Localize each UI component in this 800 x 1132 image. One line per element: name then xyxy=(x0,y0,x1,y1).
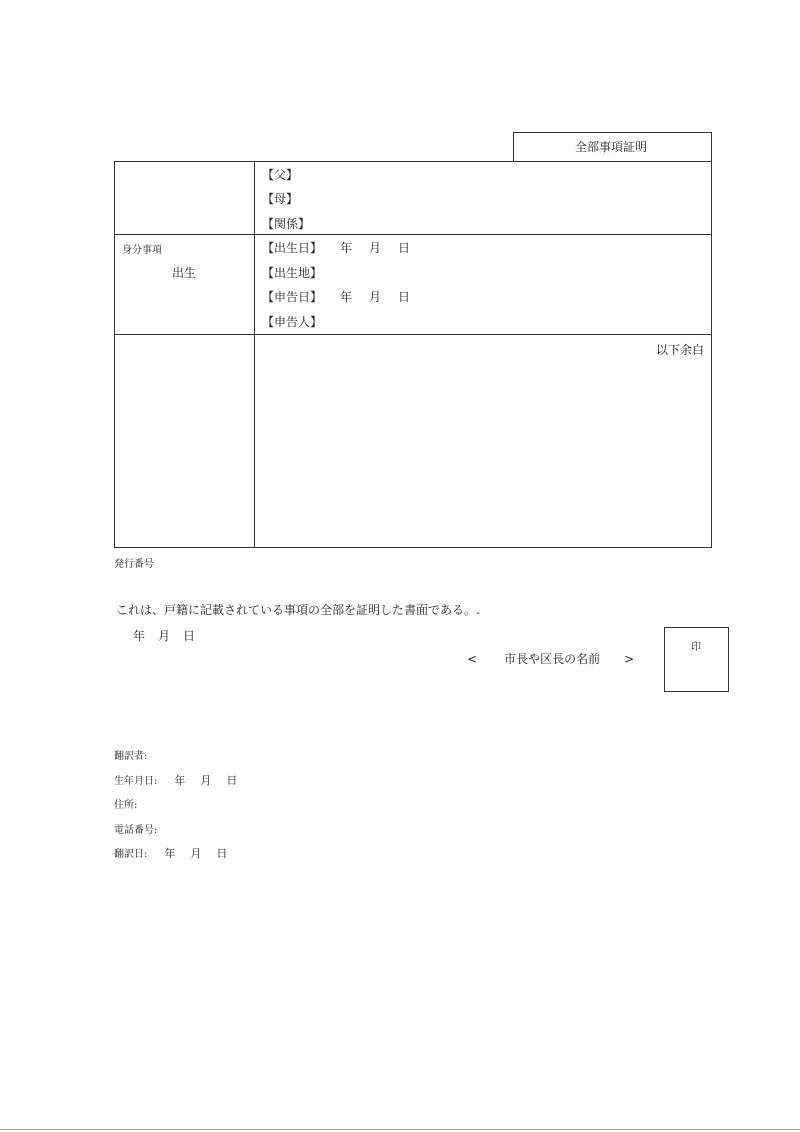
translator-birth-day: 日 xyxy=(226,774,238,787)
reporter-label: 【申告人】 xyxy=(262,315,323,329)
certificate-label: 全部事項証明 xyxy=(575,140,648,154)
birth-place-label: 【出生地】 xyxy=(262,266,323,280)
certification-date xyxy=(133,627,195,644)
translator-label: 翻訳者: xyxy=(114,751,148,762)
translation-date-year: 年 xyxy=(164,847,176,860)
register-table xyxy=(114,161,712,548)
mother-label: 【母】 xyxy=(262,192,299,206)
translation-date-day: 日 xyxy=(216,847,228,860)
translator-address-label: 住所: xyxy=(114,800,138,811)
birth-date-day: 日 xyxy=(398,241,411,255)
report-date-year: 年 xyxy=(340,290,353,304)
translator-birth-year: 年 xyxy=(174,774,186,787)
mayor-name-line xyxy=(467,650,634,667)
table-row-divider-1 xyxy=(114,234,712,235)
blank-note: 以下余白 xyxy=(656,343,705,357)
status-section-label: 身分事項 xyxy=(122,245,162,256)
translation-date-label: 翻訳日: xyxy=(114,849,148,860)
report-date-row xyxy=(262,288,410,305)
birth-event-label: 出生 xyxy=(172,266,197,280)
father-label: 【父】 xyxy=(262,168,299,182)
translation-date-row xyxy=(114,845,227,861)
table-column-divider xyxy=(254,161,255,547)
translator-birth-row xyxy=(114,772,237,788)
birth-date-year: 年 xyxy=(340,241,353,255)
translator-phone-label: 電話番号: xyxy=(114,825,158,836)
seal-box xyxy=(664,627,729,692)
birth-date-row xyxy=(262,239,410,256)
seal-label: 印 xyxy=(691,642,701,653)
mayor-bracket-open: < xyxy=(467,652,478,666)
translator-birth-month: 月 xyxy=(200,774,212,787)
page-bottom-edge xyxy=(0,1129,800,1130)
mayor-name: 市長や区長の名前 xyxy=(504,652,601,666)
certification-date-day: 日 xyxy=(183,629,196,643)
table-row-divider-2 xyxy=(114,334,712,335)
report-date-month: 月 xyxy=(369,290,382,304)
certification-date-month: 月 xyxy=(158,629,171,643)
certification-date-year: 年 xyxy=(133,629,146,643)
translation-date-month: 月 xyxy=(190,847,202,860)
report-date-label: 【申告日】 xyxy=(262,290,323,304)
translator-birth-label: 生年月日: xyxy=(114,776,158,787)
birth-date-month: 月 xyxy=(369,241,382,255)
issue-number-label: 発行番号 xyxy=(114,559,154,570)
mayor-bracket-close: > xyxy=(624,652,635,666)
birth-date-label: 【出生日】 xyxy=(262,241,323,255)
certification-statement: これは、戸籍に記載されている事項の全部を証明した書面である。. xyxy=(116,603,480,617)
relation-label: 【関係】 xyxy=(262,217,311,231)
report-date-day: 日 xyxy=(398,290,411,304)
